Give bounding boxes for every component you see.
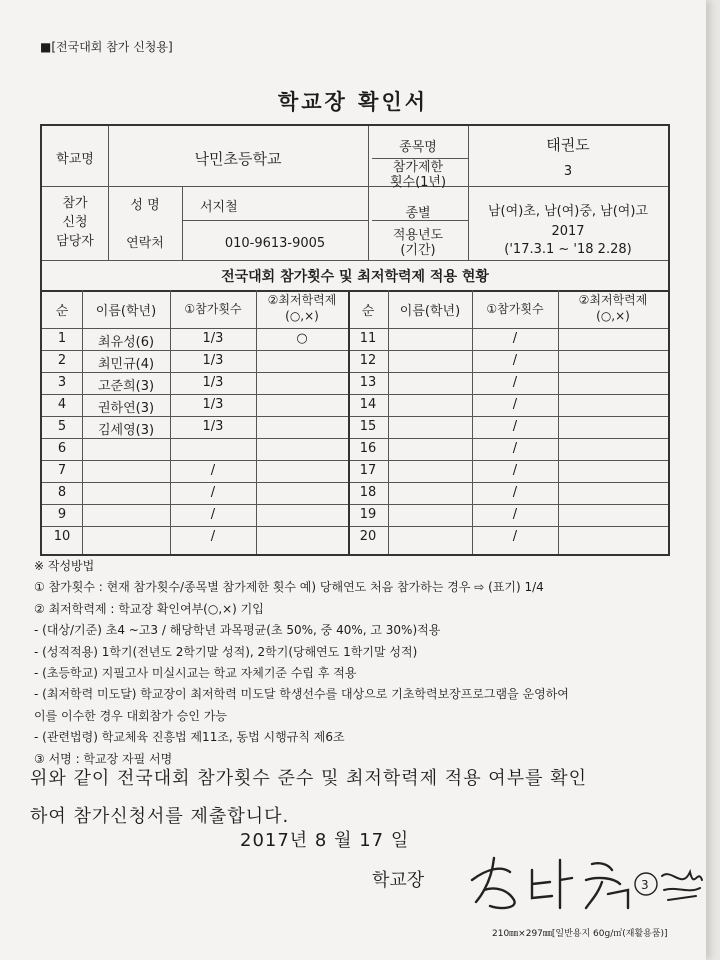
- note-line: ※ 작성방법: [34, 559, 95, 573]
- row-number: 8: [57, 485, 67, 500]
- note-line: - (초등학교) 지필고사 미실시교는 학교 자체기준 수립 후 적용: [34, 666, 357, 681]
- col-min-left: ②최저학력제 (○,×): [267, 293, 337, 323]
- col-min-right: ②최저학력제 (○,×): [578, 293, 648, 323]
- year-label: 적용년도 (기간): [392, 228, 444, 258]
- participation-count: /: [512, 529, 518, 544]
- participation-count: 1/3: [202, 375, 224, 390]
- document-title: 학교장 확인서: [277, 90, 429, 114]
- form-tag: ■[전국대회 참가 신청용]: [40, 40, 173, 54]
- paper-spec-footer: 210㎜×297㎜[일반용지 60g/㎡(재활용품)]: [492, 929, 668, 939]
- athlete-name: 김세영(3): [97, 423, 155, 438]
- participation-count: /: [512, 353, 518, 368]
- row-number: 4: [57, 397, 67, 412]
- principal-label: 학교장: [372, 870, 425, 891]
- participation-count: /: [512, 485, 518, 500]
- sport-label: 종목명: [399, 140, 437, 155]
- name-value: 서지철: [200, 200, 238, 215]
- row-number: 17: [359, 463, 377, 478]
- contact-value: 010-9613-9005: [224, 236, 326, 251]
- row-number: 12: [359, 353, 377, 368]
- note-line: ① 참가횟수 : 현재 참가횟수/종목별 참가제한 횟수 예) 당해연도 처음 참가하는 경우 ⇨ (표기) 1/4: [34, 580, 544, 595]
- signature-image: [468, 850, 704, 914]
- declaration: 위와 같이 전국대회 참가횟수 준수 및 최저학력제 적용 여부를 확인 하여 참가신청서를 제출합니다.: [30, 768, 587, 827]
- participation-count: /: [512, 441, 518, 456]
- period-value: ('17.3.1 ~ '18 2.28): [504, 242, 632, 257]
- date: 2017년 8 월 17 일: [240, 830, 410, 851]
- participation-count: /: [210, 529, 216, 544]
- row-number: 2: [57, 353, 67, 368]
- form-frame: [40, 124, 670, 556]
- participation-count: /: [512, 419, 518, 434]
- participation-count: /: [512, 375, 518, 390]
- note-line: - (관련법령) 학교체육 진흥법 제11조, 동법 시행규칙 제6조: [34, 730, 345, 745]
- row-number: 7: [57, 463, 67, 478]
- row-number: 18: [359, 485, 377, 500]
- row-number: 10: [53, 529, 71, 544]
- school-value: 낙민초등학교: [194, 150, 282, 168]
- row-number: 5: [57, 419, 67, 434]
- row-number: 20: [359, 529, 377, 544]
- athlete-name: 권하연(3): [97, 401, 155, 416]
- participation-count: /: [210, 463, 216, 478]
- participation-count: 1/3: [202, 397, 224, 412]
- participation-count: /: [210, 507, 216, 522]
- category-value: 남(여)초, 남(여)중, 남(여)고: [488, 204, 648, 219]
- row-number: 3: [57, 375, 67, 390]
- participation-count: /: [512, 397, 518, 412]
- limit-value: 3: [563, 164, 573, 179]
- athlete-name: 고준희(3): [97, 379, 155, 394]
- contact-label: 연락처: [126, 236, 164, 251]
- note-line: ③ 서명 : 학교장 자필 서명: [34, 751, 173, 766]
- col-no-right: 순: [361, 304, 375, 319]
- participation-count: /: [210, 485, 216, 500]
- row-number: 11: [359, 331, 377, 346]
- athlete-name: 최민규(4): [97, 357, 155, 372]
- category-label: 종별: [405, 206, 431, 221]
- limit-label: 참가제한 횟수(1년): [389, 160, 447, 190]
- row-number: 19: [359, 507, 377, 522]
- school-label: 학교명: [56, 152, 94, 167]
- row-number: 6: [57, 441, 67, 456]
- col-no-left: 순: [55, 304, 69, 319]
- participation-count: /: [512, 507, 518, 522]
- col-name-left: 이름(학년): [95, 304, 157, 319]
- year-value: 2017: [551, 224, 585, 239]
- note-line: - (최저학력 미도달) 학교장이 최저학력 미도달 학생선수를 대상으로 기초학력보장프로그램을 운영하여: [34, 687, 569, 702]
- athlete-name: 최유성(6): [97, 335, 155, 350]
- row-number: 15: [359, 419, 377, 434]
- svg-text:3: 3: [641, 878, 649, 892]
- col-name-right: 이름(학년): [399, 304, 461, 319]
- row-number: 13: [359, 375, 377, 390]
- name-label: 성 명: [130, 198, 160, 213]
- row-number: 14: [359, 397, 377, 412]
- row-number: 9: [57, 507, 67, 522]
- participation-count: /: [512, 331, 518, 346]
- participation-count: 1/3: [202, 331, 224, 346]
- note-line: - (대상/기준) 초4 ~고3 / 해당학년 과목평균(초 50%, 중 40%, 고 30%)적용: [34, 623, 441, 638]
- col-count-right: ①참가횟수: [486, 302, 544, 316]
- row-number: 16: [359, 441, 377, 456]
- participation-count: 1/3: [202, 419, 224, 434]
- note-line: 이를 이수한 경우 대회참가 승인 가능: [34, 708, 227, 723]
- manager-label: 참가 신청 담당자: [56, 196, 94, 249]
- note-line: ② 최저학력제 : 학교장 확인여부(○,×) 기입: [34, 601, 264, 616]
- participation-count: /: [512, 463, 518, 478]
- note-line: - (성적적용) 1학기(전년도 2학기말 성적), 2학기(당해연도 1학기말 성적): [34, 644, 418, 659]
- min-academic-check: ○: [296, 331, 308, 346]
- col-count-left: ①참가횟수: [184, 302, 242, 316]
- notes-section: [34, 556, 706, 770]
- participation-count: 1/3: [202, 353, 224, 368]
- table-title: 전국대회 참가횟수 및 최저학력제 적용 현황: [221, 269, 489, 285]
- row-number: 1: [57, 331, 67, 346]
- sport-value: 태권도: [546, 136, 590, 154]
